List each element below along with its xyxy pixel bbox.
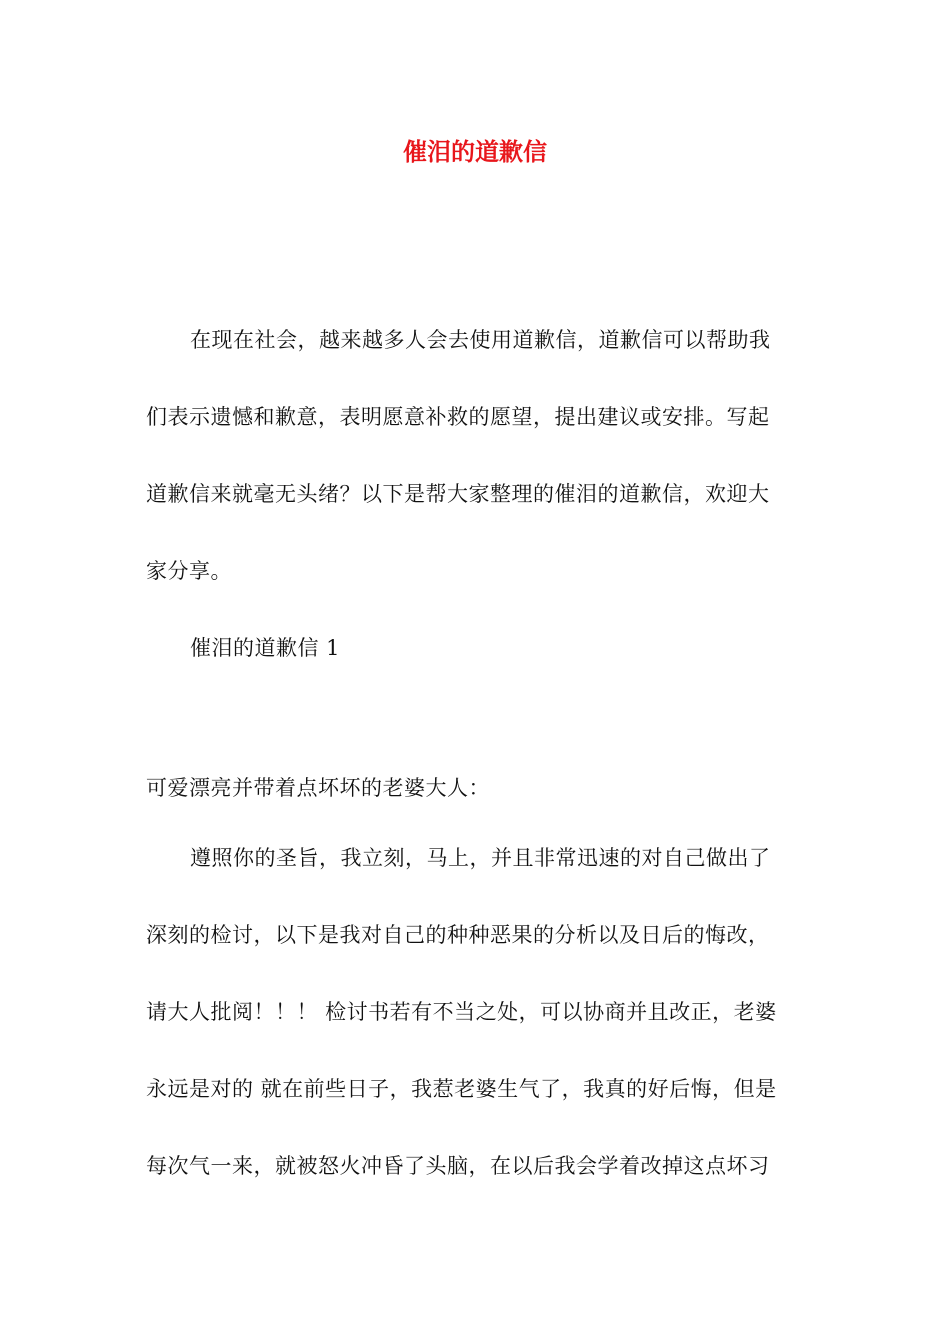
section-subheading: 催泪的道歉信 1	[190, 636, 341, 660]
intro-line: 道歉信来就毫无头绪？以下是帮大家整理的催泪的道歉信，欢迎大	[146, 482, 770, 506]
document-title: 催泪的道歉信	[403, 137, 547, 166]
intro-line: 在现在社会，越来越多人会去使用道歉信，道歉信可以帮助我	[190, 328, 771, 352]
letter-body-paragraph	[146, 820, 810, 1205]
body-line: 每次气一来，就被怒火冲昏了头脑，在以后我会学着改掉这点坏习	[146, 1154, 770, 1178]
body-line: 请大人批阅！！！ 检讨书若有不当之处，可以协商并且改正，老婆	[146, 1000, 777, 1024]
body-line: 深刻的检讨，以下是我对自己的种种恶果的分析以及日后的悔改，	[146, 923, 770, 947]
letter-salutation: 可爱漂亮并带着点坏坏的老婆大人：	[146, 776, 490, 800]
intro-line: 家分享。	[146, 559, 232, 583]
body-line: 遵照你的圣旨，我立刻，马上，并且非常迅速的对自己做出了	[190, 846, 771, 870]
body-line: 永远是对的 就在前些日子，我惹老婆生气了，我真的好后悔，但是	[146, 1077, 777, 1101]
intro-line: 们表示遗憾和歉意，表明愿意补救的愿望，提出建议或安排。写起	[146, 405, 770, 429]
salutation-block	[146, 750, 810, 827]
intro-paragraph	[146, 302, 810, 610]
section-subheading-block	[146, 610, 810, 687]
